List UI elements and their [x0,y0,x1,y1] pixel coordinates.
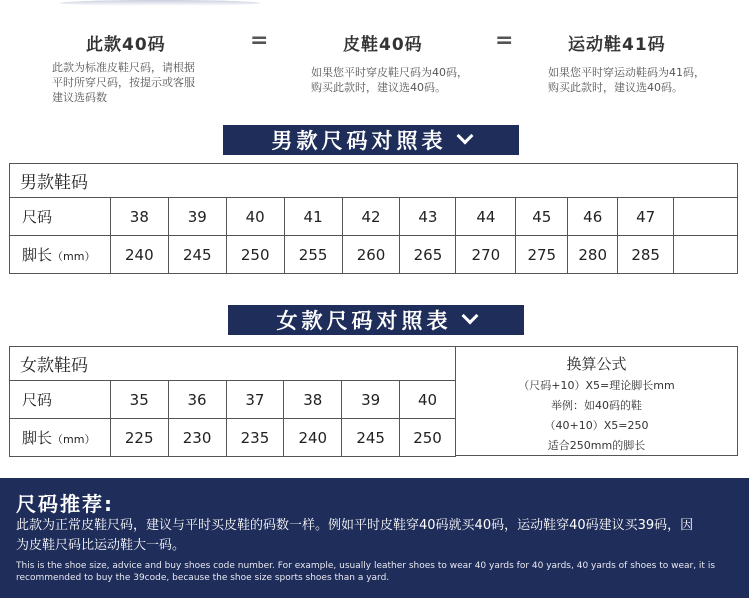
compare-desc-line: 此款为标准皮鞋尺码，请根据 [52,61,195,74]
table-row [10,381,456,419]
size-cell: 41 [284,198,342,236]
size-cell: 38 [284,381,342,419]
size-cell: 47 [618,198,674,236]
length-cell: 235 [226,419,284,457]
length-cell: 285 [618,236,674,274]
women-table-title: 女款鞋码 [10,347,456,381]
compare-title-sneaker: 运动鞋41码 [568,35,666,55]
compare-desc-this-item [52,60,195,105]
size-cell: 38 [110,198,168,236]
conversion-formula-box [455,346,738,456]
length-label-text: 脚长 [22,429,53,447]
length-cell: 265 [400,236,456,274]
unit-label: （mm） [52,250,96,263]
formula-line: 举例：如40码的鞋 [551,399,642,412]
formula-line: （尺码+10）X5=理论脚长mm [518,379,675,392]
size-cell: 35 [110,381,168,419]
compare-desc-sneaker [548,65,705,95]
size-cell: 39 [168,198,226,236]
foot-length-label [10,419,111,457]
length-cell: 250 [400,419,456,457]
women-size-banner [228,305,524,335]
compare-desc-line: 如果您平时穿运动鞋码为41码， [548,66,705,79]
length-label-text: 脚长 [22,246,53,264]
size-cell: 36 [168,381,226,419]
chevron-down-icon [456,128,473,145]
equals-sign: = [495,28,514,53]
men-banner-text: 男款尺码对照表 [271,129,447,153]
length-cell: 260 [342,236,400,274]
formula-line: （40+10）X5=250 [544,419,649,432]
size-label: 尺码 [10,381,111,419]
table-row [10,419,456,457]
empty-cell [674,198,738,236]
top-decoration [60,0,260,6]
compare-desc-leather [311,65,468,95]
compare-desc-line: 平时所穿尺码，按提示或客服 [52,76,195,89]
men-table-title: 男款鞋码 [10,164,738,198]
size-cell: 40 [226,198,284,236]
recommend-title: 尺码推荐: [16,492,114,516]
length-cell: 245 [168,236,226,274]
length-cell: 240 [284,419,342,457]
size-label: 尺码 [10,198,111,236]
size-cell: 44 [456,198,516,236]
recommend-text-en: This is the shoe size, advice and buy shoes code number. For example, usually leather shoes to wear 40 yards for 40 yards, 40 yards of shoes to wear, it is recommended to buy the 39code, because the shoe size sports shoes than a yard. [16,561,716,583]
compare-title-this-item: 此款40码 [86,35,166,55]
men-size-table [9,163,738,274]
length-cell: 270 [456,236,516,274]
size-cell: 46 [568,198,618,236]
length-cell: 250 [226,236,284,274]
equals-sign: = [250,28,269,53]
chevron-down-icon [461,308,478,325]
empty-cell [674,236,738,274]
formula-title: 换算公式 [566,355,627,373]
size-cell: 40 [400,381,456,419]
size-cell: 45 [516,198,568,236]
length-cell: 280 [568,236,618,274]
women-size-table [9,346,456,457]
compare-desc-line: 购买此款时，建议选40码。 [311,81,446,94]
compare-desc-line: 如果您平时穿皮鞋尺码为40码， [311,66,468,79]
length-cell: 255 [284,236,342,274]
table-row [10,236,738,274]
length-cell: 240 [110,236,168,274]
unit-label: （mm） [52,433,96,446]
size-cell: 43 [400,198,456,236]
table-row [10,198,738,236]
compare-desc-line: 购买此款时，建议选40码。 [548,81,683,94]
formula-line: 适合250mm的脚长 [547,439,646,452]
length-cell: 225 [110,419,168,457]
size-cell: 39 [342,381,400,419]
men-size-banner [223,125,519,155]
women-banner-text: 女款尺码对照表 [276,309,452,333]
size-recommendation-panel [0,478,749,598]
compare-title-leather: 皮鞋40码 [343,35,423,55]
size-cell: 42 [342,198,400,236]
foot-length-label [10,236,111,274]
length-cell: 230 [168,419,226,457]
length-cell: 245 [342,419,400,457]
size-cell: 37 [226,381,284,419]
compare-desc-line: 建议选码数 [52,91,107,104]
recommend-text-cn: 此款为正常皮鞋尺码，建议与平时买皮鞋的码数一样。例如平时皮鞋穿40码就买40码，运动鞋穿40码建议买39码，因为皮鞋尺码比运动鞋大一码。 [16,518,694,553]
length-cell: 275 [516,236,568,274]
